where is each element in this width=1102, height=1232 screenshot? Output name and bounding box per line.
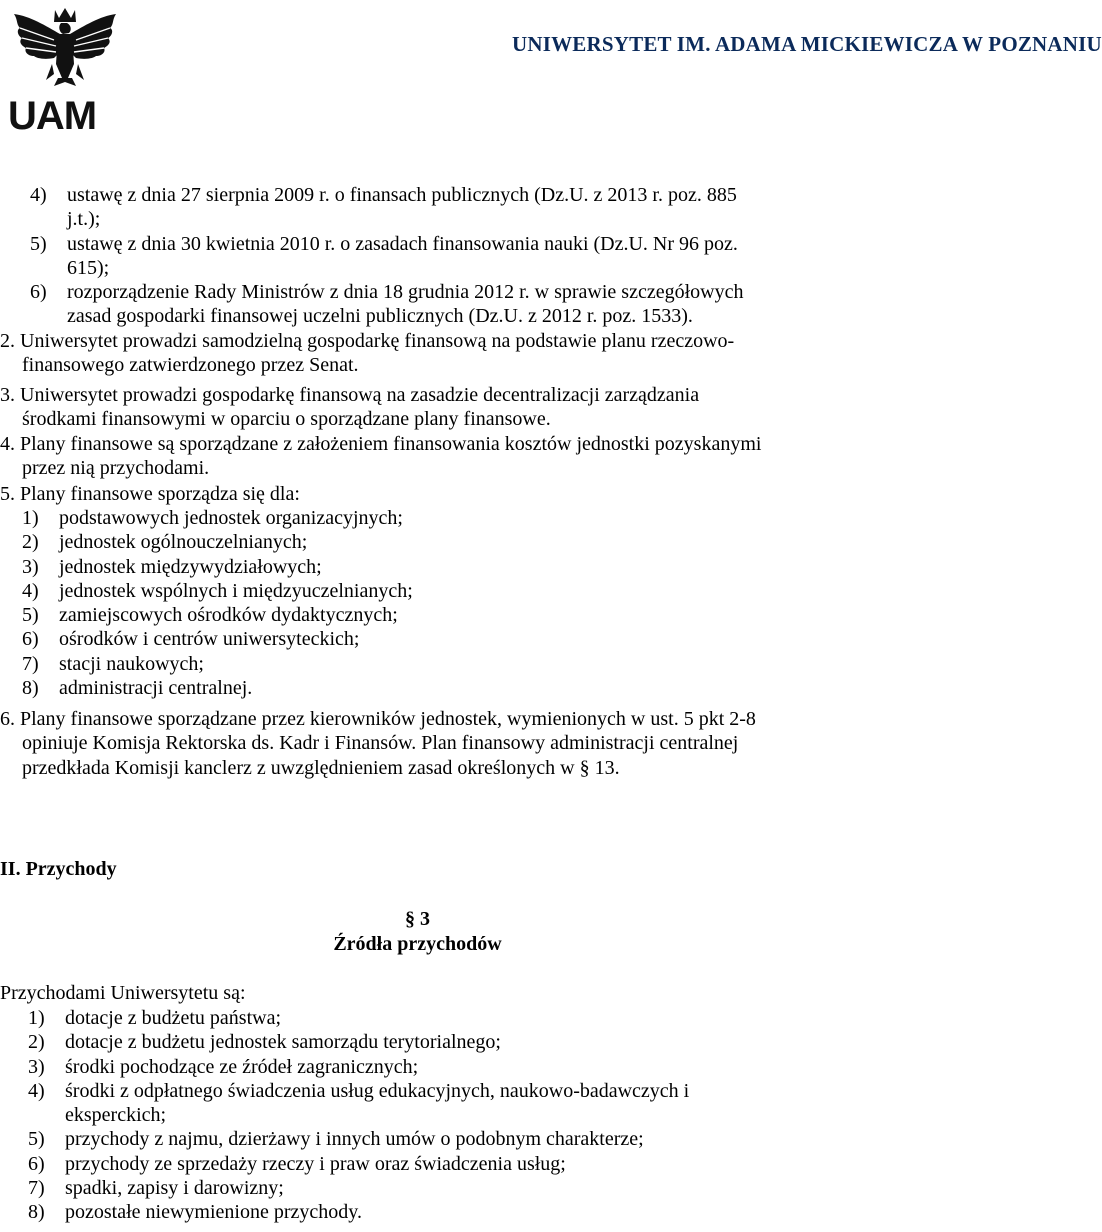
list-item: 7) stacji naukowych; [22, 652, 204, 675]
list-item: 5) przychody z najmu, dzierżawy i innych umów o podobnym charakterze; [28, 1128, 644, 1151]
list-item: 3) jednostek międzywydziałowych; [22, 555, 322, 578]
list-item: 5) zamiejscowych ośrodków dydaktycznych; [22, 604, 398, 627]
act-6: 6) rozporządzenie Rady Ministrów z dnia 18 grudnia 2012 r. w sprawie szczegółowych [30, 281, 744, 304]
university-name: UNIWERSYTET IM. ADAMA MICKIEWICZA W POZNANIU [512, 32, 1102, 56]
paragraph-4: 4. Plany finansowe są sporządzane z założeniem finansowania kosztów jednostki pozyskanymi przez nią przychodami. [0, 433, 762, 480]
paragraph-title: Źródła przychodów [333, 933, 502, 955]
eagle-emblem-icon [6, 6, 124, 138]
list-item: 8) administracji centralnej. [22, 677, 253, 700]
list-item: 4) środki z odpłatnego świadczenia usług edukacyjnych, naukowo-badawczych i [28, 1079, 690, 1102]
plans-list [22, 506, 722, 700]
list-item: 8) pozostałe niewymienione przychody. [28, 1201, 362, 1224]
revenues-intro: Przychodami Uniwersytetu są: [0, 982, 246, 1004]
paragraph-2: 2. Uniwersytet prowadzi samodzielną gospodarkę finansową na podstawie planu rzeczowo- finansowego zatwierdzonego przez Senat. [0, 330, 735, 377]
list-item: 4) jednostek wspólnych i międzyuczelnianych; [22, 579, 413, 602]
list-item: 2) dotacje z budżetu jednostek samorządu terytorialnego; [28, 1031, 501, 1054]
paragraph-6: 6. Plany finansowe sporządzane przez kierowników jednostek, wymienionych w ust. 5 pkt 2-8 opiniuje Komisja Rektorska ds. Kadr i Finansów. Plan finansowy administracji centralnej przedkłada Komisji kanclerz z uwzględnieniem zasad określonych w § 13. [0, 708, 756, 779]
acts-list: 4) ustawę z dnia 27 sierpnia 2009 r. o finansach publicznych (Dz.U. z 2013 r. poz. 885 j.t.); 5) ustawę z dnia 30 kwietnia 2010 r. o zasadach finansowania nauki (Dz.U. Nr 96 poz. 615); 6) rozporządzenie Rady Ministrów z dnia 18 grudnia 2012 r. w sprawie szczegółowych zasad gospodarki finansowej uczelni publicznych (Dz.U. z 2012 r. poz. 1533). [30, 183, 840, 329]
list-item: 6) przychody ze sprzedaży rzeczy i praw oraz świadczenia usług; [28, 1152, 566, 1175]
list-item: 3) środki pochodzące ze źródeł zagranicznych; [28, 1055, 419, 1078]
uam-logo [6, 6, 124, 138]
paragraph-3: 3. Uniwersytet prowadzi gospodarkę finansową na zasadzie decentralizacji zarządzania środkami finansowymi w oparciu o sporządzane plany finansowe. [0, 384, 700, 431]
act-4: 4) ustawę z dnia 27 sierpnia 2009 r. o finansach publicznych (Dz.U. z 2013 r. poz. 885 [30, 184, 737, 206]
list-item: 2) jednostek ogólnouczelnianych; [22, 531, 308, 554]
logo-text: UAM [8, 94, 97, 138]
list-item: 7) spadki, zapisy i darowizny; [28, 1177, 284, 1200]
list-item: 1) podstawowych jednostek organizacyjnych; [22, 507, 403, 529]
revenues-list: 1) dotacje z budżetu państwa; 2) dotacje z budżetu jednostek samorządu terytorialnego; 3) środki pochodzące ze źródeł zagranicznych; 4) środki z odpłatnego świadczenia usług edukacyjnych, naukowo-badawczych i eksperckich; 5) przychody z najmu, dzierżawy i innych umów o podobnym charakterze; 6) przychody ze sprzedaży rzeczy i praw oraz świadczenia usług; 7) spadki, zapisy i darowizny; 8) pozostałe niewymienione przychody. [28, 1006, 828, 1225]
list-item: 6) ośrodków i centrów uniwersyteckich; [22, 628, 360, 651]
act-5: 5) ustawę z dnia 30 kwietnia 2010 r. o zasadach finansowania nauki (Dz.U. Nr 96 poz. [30, 232, 738, 255]
paragraph-mark: § 3 [405, 908, 430, 930]
paragraph-5: 5. Plany finansowe sporządza się dla: [0, 483, 300, 505]
section-heading: II. Przychody [0, 858, 117, 880]
list-item: 1) dotacje z budżetu państwa; [28, 1007, 282, 1029]
